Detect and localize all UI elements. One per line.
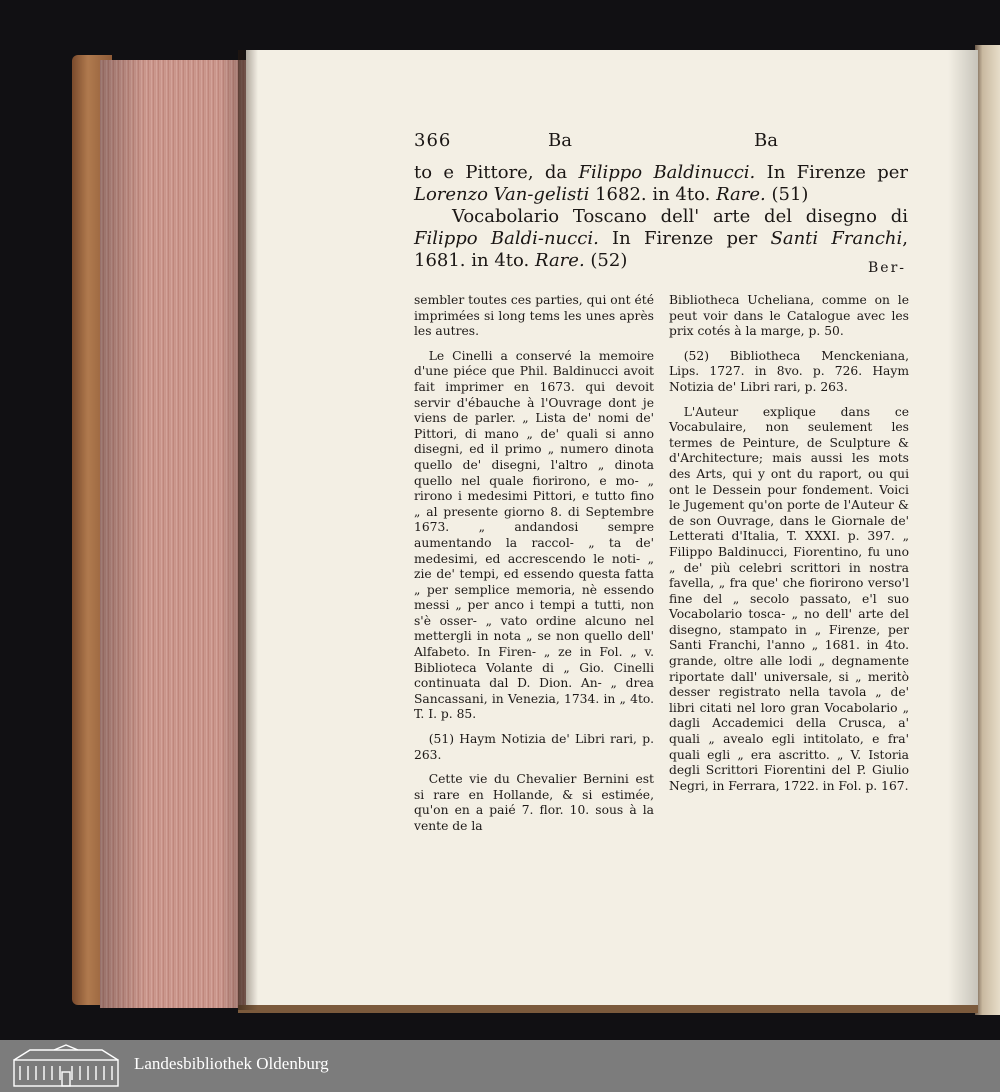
book-page [246,50,978,1010]
entry-printer: Lorenzo Van-gelisti [414,184,590,205]
right-paragraph-3: L'Auteur explique dans ce Vocabulaire, non seulement les termes de Peinture, de Sculpture & d'Architecture; mais aussi les mots des Arts, qui y ont du raport, ou qui ont le Dessein pour fondement. Voici le Jugement qu'on porte de l'Auteur & de son Ouvrage, dans le Giornale de' Letterati d'Italia, T. XXXI. p. 397. „ Filippo Baldinucci, Fiorentino, fu uno „ de' più celebri scrittori in nostra favella, „ fra que' che fiorirono verso'l fine del „ secolo passato, e'l suo Vocabolario tosca- „ no dell' arte del disegno, stampato in „ Firenze, per Santi Franchi, l'anno „ 1681. in 4to. grande, oltre alle lodi „ degnamente riportate dall' universale, si „ meritò desser registrato nella tavola „ de' libri citati nel loro gran Vocabolario „ dagli Accademici della Crusca, a' quali „ avealo egli intitolato, e fra' quali egli „ era ascritto. „ V. Istoria degli Scrittori Fiorentini del P. Giulio Negri, in Ferrara, 1722. in Fol. p. 167. [669,404,909,793]
entry-note-ref: (52) [584,250,628,271]
left-column [414,293,654,844]
left-paragraph-3: (51) Haym Notizia de' Libri rari, p. 263. [414,732,654,762]
book-bottom-edge [238,1005,978,1013]
left-paragraph-2: Le Cinelli a conservé la memoire d'une piéce que Phil. Baldinucci avoit fait imprimer en 1673. qui devoit servir d'ébauche à l'Ouvrage dont je viens de parler. „ Lista de' nomi de' Pittori, di mano „ de' quali si anno disegni, ed il primo „ numero dinota quello de' disegni, l'altro „ dinota quello nel quale fiorirono, e mo- „ rirono i medesimi Pittori, e tutto fino „ al presente giorno 8. di Septembre 1673. „ andandosi sempre aumentando la raccol- „ ta de' medesimi, ed accrescendo le noti- „ zie de' tempi, ed essendo questa fatta „ per semplice memoria, nè essendo messi „ per anco i tempi a tutti, non s'è osser- „ vato ordine alcuno nel mettergli in nota „ se non quello dell' Alfabeto. In Firen- „ ze in Fol. „ v. Biblioteca Volante di „ Gio. Cinelli continuata dal D. Dion. An- „ drea Sancassani, in Venezia, 1734. in „ 4to. T. I. p. 85. [414,348,654,722]
catchword: Ber- [868,260,906,276]
right-paragraph-2: (52) Bibliotheca Menckeniana, Lips. 1727. in 8vo. p. 726. Haym Notizia de' Libri rari, p. 263. [669,348,909,394]
running-head-right: Ba [754,130,778,151]
page-number: 366 [414,130,452,151]
entry-text: In Firenze per [755,162,908,183]
left-paragraph-1: sembler toutes ces parties, qui ont été imprimées si long tems les unes après les autres. [414,293,654,339]
entry-text: 1682. in 4to. [589,184,717,205]
entry-author: Filippo Baldinucci. [578,162,756,183]
library-name: Landesbibliothek Oldenburg [134,1054,329,1073]
entry-rarity: Rare. [534,250,585,271]
right-column [669,293,909,803]
entry-text: Vocabolario Toscano dell' arte del disegno di [452,206,908,227]
library-building-logo-icon [10,1044,122,1088]
facing-page-edge [975,45,1000,1015]
entry-text: , 1681. in 4to. [414,228,908,271]
running-head-left: Ba [548,130,572,151]
footer-bar [0,1040,1000,1092]
entry-rarity: Rare. [716,184,766,205]
entry-author: Filippo Baldi-nucci. [414,228,599,249]
gutter-shadow [238,50,258,1010]
left-paragraph-4: Cette vie du Chevalier Bernini est si rare en Hollande, & si estimée, qu'on en a paié 7. flor. 10. sous à la vente de la [414,772,654,833]
entry-printer: Santi Franchi [770,228,903,249]
bibliographic-entry-52 [414,206,908,272]
entry-note-ref: (51) [765,184,809,205]
book-fore-edge [100,60,250,1008]
entry-text: to e Pittore, da [414,162,579,183]
entry-text: In Firenze per [598,228,771,249]
right-paragraph-1: Bibliotheca Ucheliana, comme on le peut voir dans le Catalogue avec les prix cotés à la marge, p. 50. [669,293,909,339]
bibliographic-entry-51 [414,162,908,206]
